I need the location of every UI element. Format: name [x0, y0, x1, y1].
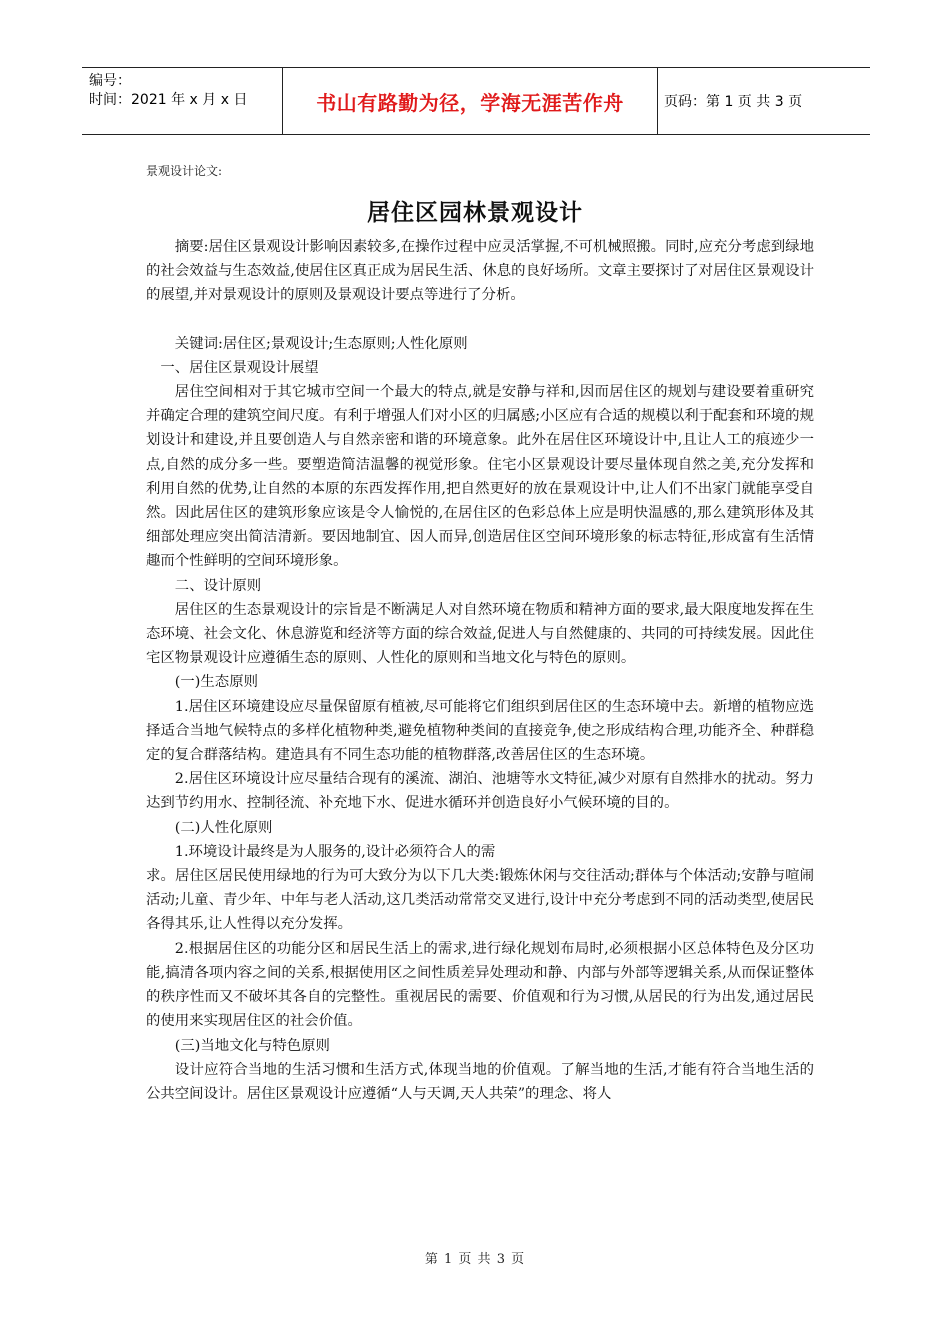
page-footer: 第 1 页 共 3 页	[424, 1252, 526, 1267]
body-paragraph: 求。居住区居民使用绿地的行为可大致分为以下几大类:锻炼休闲与交往活动;群体与个体活动;安静与喧闹活动;儿童、青少年、中年与老人活动,这几类活动常常交叉进行,设计中充分考虑到不同的活动类型,使居民各得其乐,让人性得以充分发挥。	[146, 868, 814, 933]
abstract-paragraph: 摘要:居住区景观设计影响因素较多,在操作过程中应灵活掌握,不可机械照搬。同时,应充分考虑到绿地的社会效益与生态效益,使居住区真正成为居民生活、休息的良好场所。文章主要探讨了对居住区景观设计的展望,并对景观设计的原则及景观设计要点等进行了分析。	[146, 239, 814, 304]
body-paragraph: 居住区的生态景观设计的宗旨是不断满足人对自然环境在物质和精神方面的要求,最大限度地发挥在生态环境、社会文化、休息游览和经济等方面的综合效益,促进人与自然健康的、共同的可持续发展。因此住宅区物景观设计应遵循生态的原则、人性化的原则和当地文化与特色的原则。	[146, 601, 814, 667]
subsection-heading: (二)人性化原则	[174, 819, 273, 836]
motto: 书山有路勤为径，学海无涯苦作舟	[283, 68, 658, 134]
header-meta-cell	[82, 68, 283, 134]
body-paragraph: 2.根据居住区的功能分区和居民生活上的需求,进行绿化规划布局时,必须根据小区总体特色及分区功能,搞清各项内容之间的关系,根据使用区之间性质差异处理动和静、内部与外部等逻辑关系,从而保证整体的秩序性而又不破坏其各自的完整性。重视居民的需要、价值观和行为习惯,从居民的行为出发,通过居民的使用来实现居住区的社会价值。	[146, 940, 814, 1030]
lead-label: 景观设计论文:	[146, 164, 223, 178]
body-paragraph: 2.居住区环境设计应尽量结合现有的溪流、湖泊、池塘等水文特征,减少对原有自然排水的扰动。努力达到节约用水、控制径流、补充地下水、促进水循环并创造良好小气候环境的目的。	[146, 771, 814, 812]
body-paragraph: 1.环境设计最终是为人服务的,设计必须符合人的需	[174, 843, 496, 860]
body-paragraph: 居住空间相对于其它城市空间一个最大的特点,就是安静与祥和,因而居住区的规划与建设要着重研究并确定合理的建筑空间尺度。有利于增强人们对小区的归属感;小区应有合适的规模以利于配套和环境的规划设计和建设,并且要创造人与自然亲密和谐的环境意象。此外在居住区环境设计中,且让人工的痕迹少一点,自然的成分多一些。要塑造简洁温馨的视觉形象。住宅小区景观设计要尽量体现自然之美,充分发挥和利用自然的优势,让自然的本原的东西发挥作用,把自然更好的放在景观设计中,让人们不出家门就能享受自然。因此居住区的建筑形象应该是令人愉悦的,在居住区的色彩总体上应是明快温感的,那么建筑形体及其细部处理应突出简洁清新。要因地制宜、因人而异,创造居住区空间环境形象的标志特征,形成富有生活情趣而个性鲜明的空间环境形象。	[146, 384, 814, 570]
time-label: 时间：2021 年 x 月 x 日	[89, 92, 248, 108]
subsection-heading: (一)生态原则	[174, 674, 258, 691]
number-label: 编号：	[89, 73, 131, 89]
document-body	[146, 235, 814, 1106]
body-paragraph: 1.居住区环境建设应尽量保留原有植被,尽可能将它们组织到居住区的生态环境中去。新增的植物应选择适合当地气候特点的多样化植物种类,避免植物种类间的直接竞争,使之形成结构合理,功能齐全、种群稳定的复合群落结构。建造具有不同生态功能的植物群落,改善居住区的生态环境。	[146, 698, 814, 764]
section-heading: 一、居住区景观设计展望	[160, 359, 319, 376]
section-heading: 二、设计原则	[174, 577, 262, 594]
header-table	[82, 67, 870, 135]
body-paragraph: 设计应符合当地的生活习惯和生活方式,体现当地的价值观。了解当地的生活,才能有符合当地生活的公共空间设计。居住区景观设计应遵循“人与天调,天人共荣”的理念、将人	[146, 1061, 814, 1102]
keywords-paragraph: 关键词:居住区;景观设计;生态原则;人性化原则	[174, 335, 468, 352]
page-info: 页码：第 1 页 共 3 页	[664, 94, 803, 110]
document-title: 居住区园林景观设计	[367, 200, 583, 226]
subsection-heading: (三)当地文化与特色原则	[174, 1037, 330, 1054]
